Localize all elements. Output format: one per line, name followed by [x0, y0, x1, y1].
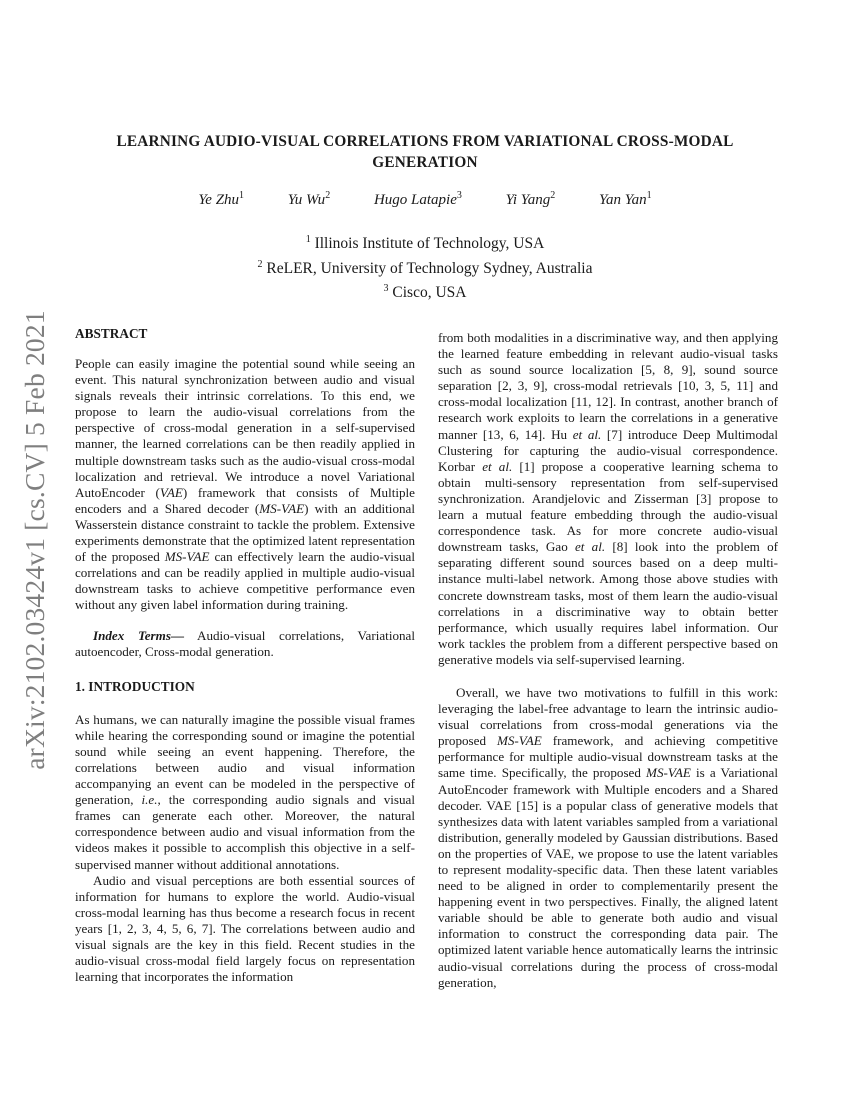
- intro-paragraph: Audio and visual perceptions are both essential sources of information for humans to explore the world. Audio-visual cross-modal learning has thus become a research focus in recent years [1, 2, 3, 4, 5, 6, 7]. The correlations between audio and visual signals are the key in this field. Recent studies in the audio-visual cross-modal field largely focus on representation learning that incorporates the information: [75, 872, 415, 985]
- paper-title: LEARNING AUDIO-VISUAL CORRELATIONS FROM VARIATIONAL CROSS-MODAL GENERATION: [116, 133, 734, 171]
- section-heading-introduction: 1. INTRODUCTION: [75, 678, 195, 694]
- affiliation: $^2$ ReLER, University of Technology Sydney, Australia: [257, 258, 593, 277]
- author-list: [75, 190, 775, 209]
- author: Ye Zhu$^1$: [198, 190, 245, 208]
- author: Hugo Latapie$^3$: [373, 190, 462, 208]
- index-terms: Index Terms— Audio-visual correlations, Variational autoencoder, Cross-modal generation.: [75, 627, 415, 659]
- affiliation: $^1$ Illinois Institute of Technology, USA: [305, 234, 545, 253]
- intro-paragraph: As humans, we can naturally imagine the possible visual frames while hearing the corresponding sound or imagine the potential sound while seeing an event happening. Therefore, the correlations between audio and visual information accompanying an event can be modeled in the perspective of generation, i.e., the corresponding audio signals and visual frames can generate each other. Moreover, the natural correspondence between audio and visual information from the videos makes it possible to accomplish this objective in a self-supervised manner without additional annotations.: [75, 711, 415, 872]
- arxiv-sidebar-identifier: [12, 300, 58, 780]
- body-paragraph: from both modalities in a discriminative way, and then applying the learned feature embedding in relevant audio-visual tasks such as sound source localization [5, 8, 9], sound source separation [2, 3, 9], cross-modal retrievals [10, 3, 5, 11] and cross-modal localization [11, 12]. In contrast, another branch of research work exploits to learn the correlations in a generative manner [13, 6, 14]. Hu et al. [7] introduce Deep Multimodal Clustering for capturing the audio-visual correspondence. Korbar et al. [1] propose a cooperative learning schema to obtain multi-sensory representation from self-supervised synchronization. Arandjelovic and Zisserman [3] propose to learn a mutual feature embedding through the audio-visual correspondence task. As for more concrete audio-visual downstream tasks, Gao et al. [8] look into the problem of separating different sound sources based on a deep multi-instance multi-label network. Among those above studies with concrete downstream tasks, most of them learn the audio-visual correlations in a discriminative way to obtain better performance, which usually requires label information. Our work tackles the problem from a different perspective based on generative models via self-supervised learning.: [438, 330, 778, 667]
- right-column: [438, 330, 778, 991]
- body-paragraph: Overall, we have two motivations to fulfill in this work: leveraging the label-free advantage to learn the intrinsic audio-visual correlations from cross-modal generations via the proposed MS-VAE framework, and achieving competitive performance for multiple audio-visual downstream tasks at the same time. Specifically, the proposed MS-VAE is a Variational AutoEncoder framework with Multiple encoders and a Shared decoder. VAE [15] is a popular class of generative models that synthesizes data with latent variables sampled from a variational distribution, generally modeled by Gaussian distributions. Based on the properties of VAE, we propose to use the latent variables to represent modality-specific data. Then these latent variables need to be aligned in order to complementarily present the happening event in two perspectives. Finally, the aligned latent variable should be able to generate both audio and visual information to construct the corresponding data pair. The optimized latent variable hence automatically learns the intrinsic audio-visual correlations during the process of cross-modal generation,: [438, 684, 778, 990]
- author: Yu Wu$^2$: [287, 190, 331, 208]
- author: Yan Yan$^1$: [598, 190, 652, 208]
- affiliation: $^3$ Cisco, USA: [383, 283, 467, 302]
- affiliation-list: [75, 230, 775, 304]
- arxiv-id-text: arXiv:2102.03424v1 [cs.CV] 5 Feb 2021: [19, 310, 50, 770]
- abstract-heading: ABSTRACT: [75, 326, 148, 341]
- author: Yi Yang$^2$: [505, 190, 556, 208]
- left-column: [75, 326, 415, 985]
- abstract-body: People can easily imagine the potential sound while seeing an event. This natural synchronization between audio and visual signals reveals their intrinsic correlations. To this end, we propose to learn the audio-visual correlations from the perspective of cross-modal generation in a self-supervised manner, the learned correlations can be then readily applied in multiple downstream tasks such as the audio-visual cross-modal localization and retrieval. We introduce a novel Variational AutoEncoder (VAE) framework that consists of Multiple encoders and a Shared decoder (MS-VAE) with an additional Wasserstein distance constraint to tackle the problem. Extensive experiments demonstrate that the optimized latent representation of the proposed MS-VAE can effectively learn the audio-visual correlations and can be readily applied in multiple audio-visual downstream tasks to achieve competitive performance even without any given label information during training.: [75, 356, 415, 613]
